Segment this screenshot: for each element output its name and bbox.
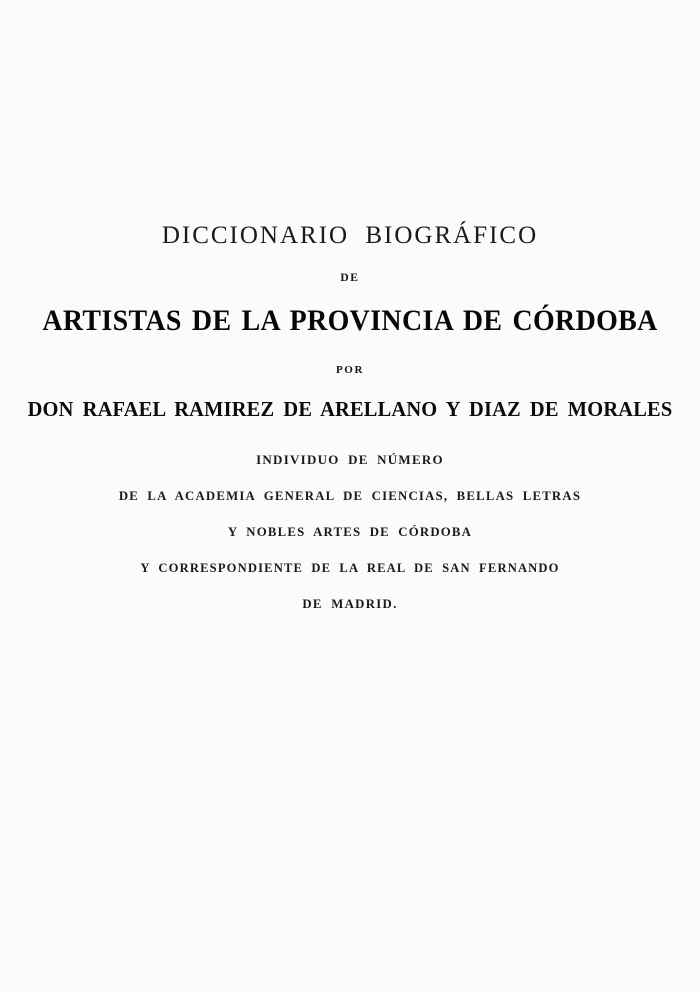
credential-line: DE MADRID. (302, 597, 398, 611)
title-connector-de: DE (340, 272, 360, 284)
credential-line: Y NOBLES ARTES DE CÓRDOBA (227, 525, 473, 539)
credential-line: INDIVIDUO DE NÚMERO (256, 452, 444, 467)
title-connector-por: POR (335, 364, 365, 376)
credential-line: Y CORRESPONDIENTE DE LA REAL DE SAN FERNANDO (140, 561, 560, 575)
author-name: DON RAFAEL RAMIREZ DE ARELLANO Y DIAZ DE MORALES (27, 397, 673, 421)
page-title: DICCIONARIO BIOGRÁFICO (161, 222, 539, 249)
subject-title: ARTISTAS DE LA PROVINCIA DE CÓRDOBA (42, 304, 658, 337)
author-credentials (0, 452, 700, 612)
title-block (0, 222, 700, 612)
credential-line: DE LA ACADEMIA GENERAL DE CIENCIAS, BELLAS LETRAS (118, 489, 582, 503)
